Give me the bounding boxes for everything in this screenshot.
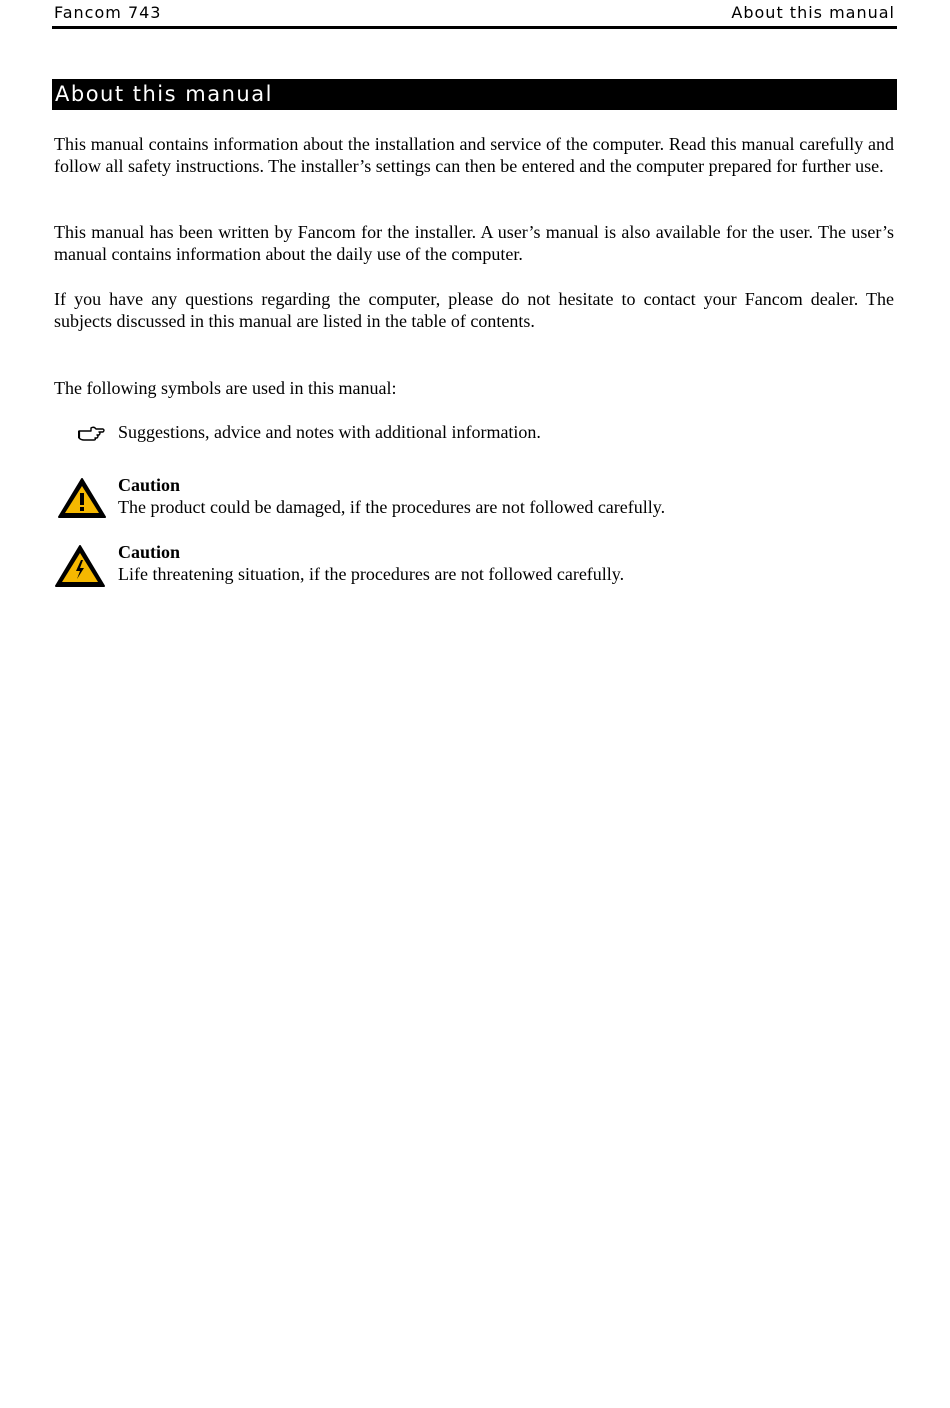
danger-text: Life threatening situation, if the procedures are not followed carefully.	[118, 564, 625, 584]
contact-paragraph: If you have any questions regarding the computer, please do not hesitate to contact your Fancom dealer. The subjects discussed in this manual are listed in the table of contents.	[54, 289, 894, 331]
warning-electric-icon	[54, 544, 106, 593]
symbol-danger-content	[118, 541, 894, 585]
header-section-name: About this manual	[731, 3, 895, 22]
header-product-name: Fancom 743	[54, 3, 162, 22]
symbol-caution-content	[118, 474, 894, 518]
audience-paragraph: This manual has been written by Fancom for the installer. A user’s manual is also available for the user. The user’s manual contains information about the daily use of the computer.	[54, 222, 894, 264]
caution-label: Caution	[118, 475, 181, 495]
page-header	[52, 0, 897, 29]
warning-exclamation-icon	[57, 477, 107, 524]
section-title: About this manual	[52, 79, 897, 110]
symbols-intro: The following symbols are used in this manual:	[54, 378, 397, 398]
intro-paragraph: This manual contains information about the installation and service of the computer. Read this manual carefully and follow all safety instructions. The installer’s settings can then be entered and the computer prepared for further use.	[54, 134, 894, 176]
danger-label: Caution	[118, 542, 181, 562]
caution-text: The product could be damaged, if the procedures are not followed carefully.	[118, 497, 666, 517]
pointing-hand-icon	[78, 425, 106, 448]
symbol-note-text: Suggestions, advice and notes with additional information.	[118, 422, 541, 442]
